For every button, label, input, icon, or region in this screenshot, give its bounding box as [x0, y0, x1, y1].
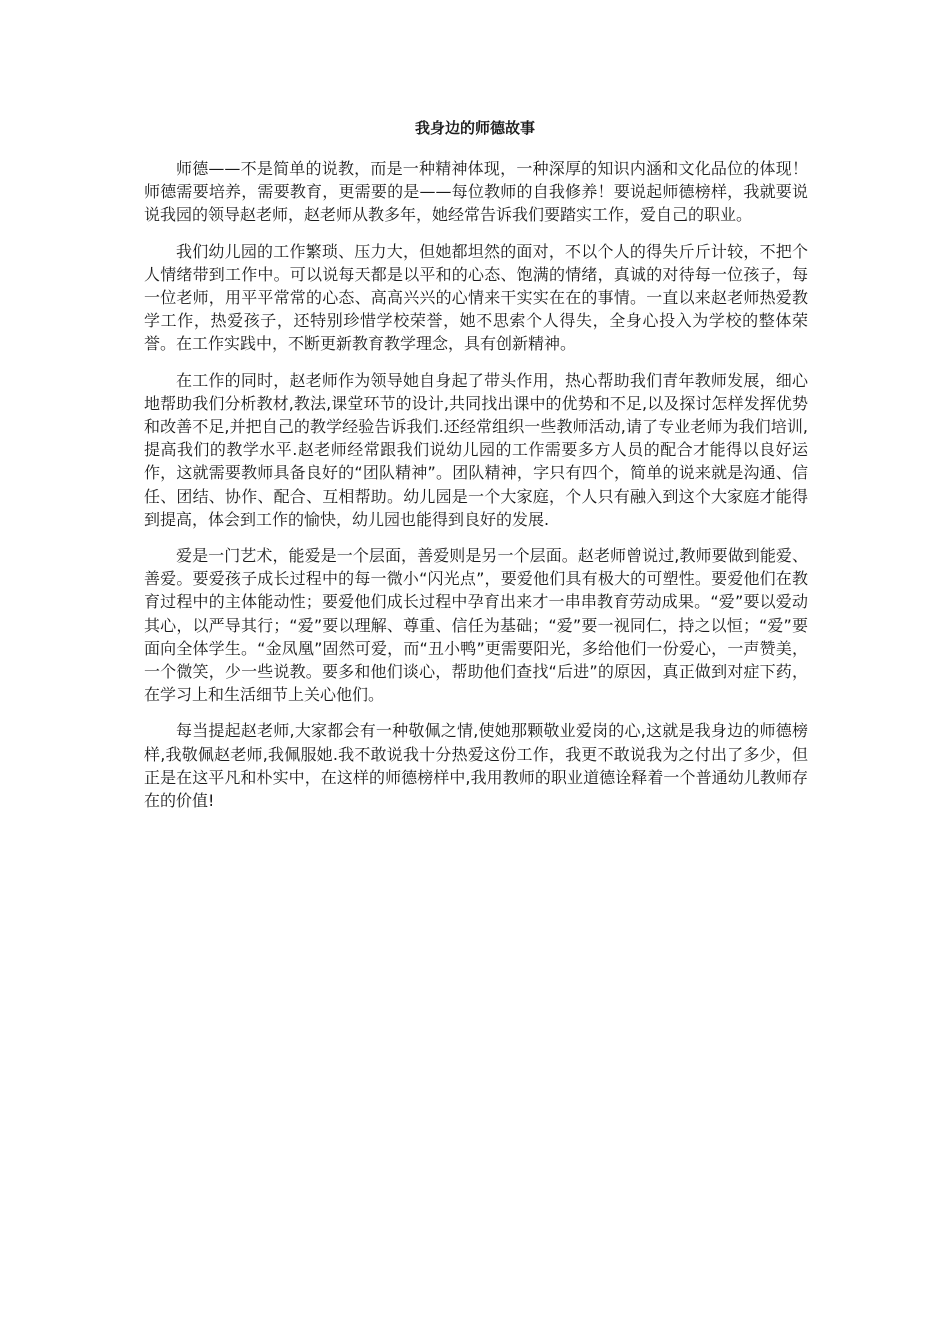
document-body	[144, 157, 808, 825]
paragraph: 师德——不是简单的说教，而是一种精神体现，一种深厚的知识内涵和文化品位的体现！师德需要培养，需要教育，更需要的是——每位教师的自我修养！要说起师德榜样，我就要说说我园的领导赵老师，赵老师从教多年，她经常告诉我们要踏实工作，爱自己的职业。	[144, 159, 808, 225]
document-title: 我身边的师德故事	[414, 119, 535, 137]
paragraph: 在工作的同时，赵老师作为领导她自身起了带头作用，热心帮助我们青年教师发展，细心地帮助我们分析教材,教法,课堂环节的设计,共同找出课中的优势和不足,以及探讨怎样发挥优势和改善不足,并把自己的教学经验告诉我们.还经常组织一些教师活动,请了专业老师为我们培训,提高我们的教学水平.赵老师经常跟我们说幼儿园的工作需要多方人员的配合才能得以良好运作，这就需要教师具备良好的“团队精神”。团队精神，字只有四个，简单的说来就是沟通、信任、团结、协作、配合、互相帮助。幼儿园是一个大家庭，个人只有融入到这个大家庭才能得到提高，体会到工作的愉快，幼儿园也能得到良好的发展.	[144, 370, 808, 529]
paragraph: 每当提起赵老师,大家都会有一种敬佩之情,使她那颗敬业爱岗的心,这就是我身边的师德榜样,我敬佩赵老师,我佩服她.我不敢说我十分热爱这份工作，我更不敢说我为之付出了多少，但正是在这平凡和朴实中，在这样的师德榜样中,我用教师的职业道德诠释着一个普通幼儿教师存在的价值!	[144, 721, 808, 811]
paragraph: 我们幼儿园的工作繁琐、压力大，但她都坦然的面对，不以个人的得失斤斤计较，不把个人情绪带到工作中。可以说每天都是以平和的心态、饱满的情绪，真诚的对待每一位孩子，每一位老师，用平平常常的心态、高高兴兴的心情来干实实在在的事情。一直以来赵老师热爱教学工作，热爱孩子，还特别珍惜学校荣誉，她不思索个人得失，全身心投入为学校的整体荣誉。在工作实践中，不断更新教育教学理念，具有创新精神。	[144, 241, 808, 354]
paragraph: 爱是一门艺术，能爱是一个层面，善爱则是另一个层面。赵老师曾说过,教师要做到能爱、善爱。要爱孩子成长过程中的每一微小“闪光点”，要爱他们具有极大的可塑性。要爱他们在教育过程中的主体能动性；要爱他们成长过程中孕育出来才一串串教育劳动成果。“爱”要以爱动其心，以严导其行；“爱”要以理解、尊重、信任为基础；“爱”要一视同仁，持之以恒；“爱”要面向全体学生。“金凤凰”固然可爱，而“丑小鸭”更需要阳光，多给他们一份爱心，一声赞美，一个微笑，少一些说教。要多和他们谈心，帮助他们查找“后进”的原因，真正做到对症下药，在学习上和生活细节上关心他们。	[144, 546, 808, 705]
